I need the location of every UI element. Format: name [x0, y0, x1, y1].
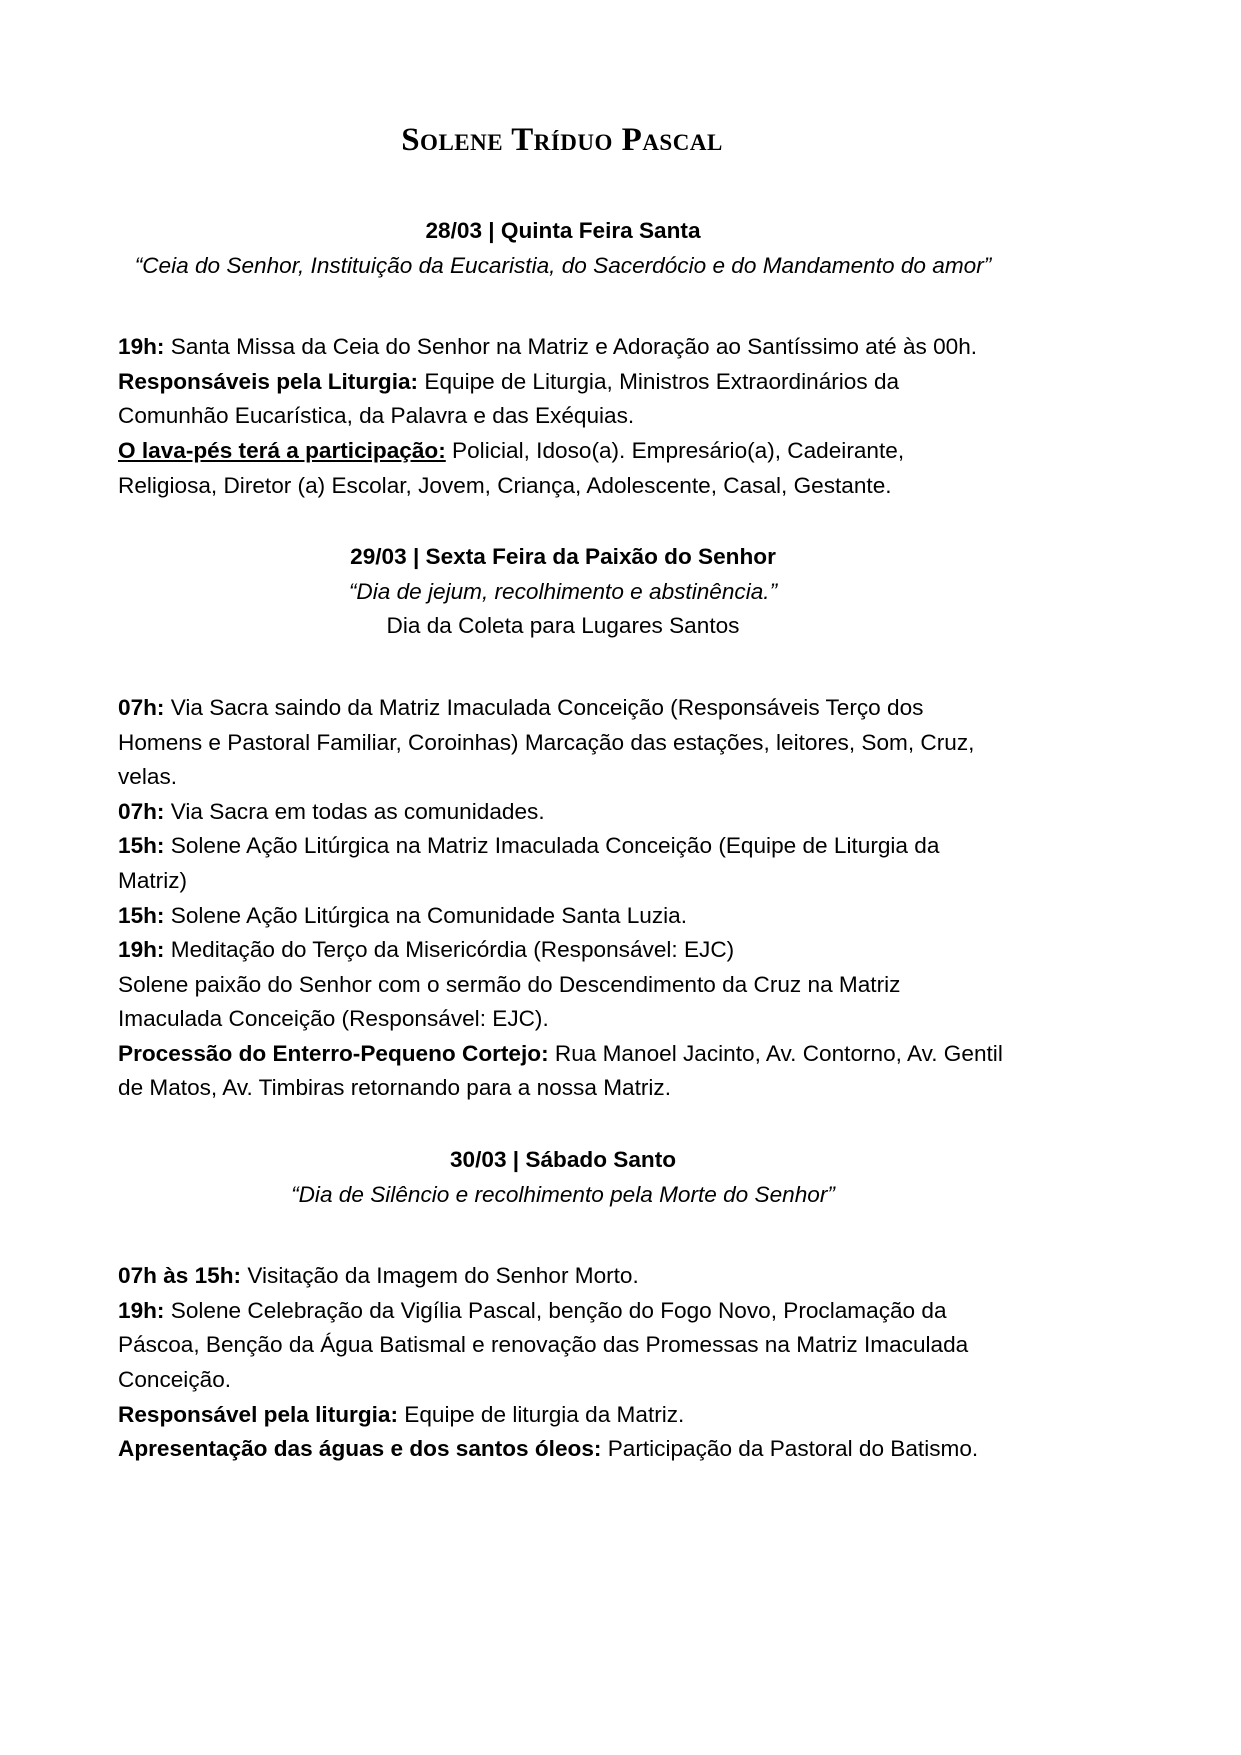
item-label: Responsável pela liturgia: [118, 1401, 398, 1427]
schedule-item [118, 434, 1008, 503]
item-label: 07h às 15h: [118, 1263, 242, 1289]
item-label: 19h: [118, 1297, 165, 1323]
day-heading: 29/03 | Sexta Feira da Paixão do Senhor [350, 544, 776, 570]
section-sexta-feira-paixao [118, 540, 1008, 1106]
day-heading: 28/03 | Quinta Feira Santa [425, 218, 701, 243]
item-label: 15h: [118, 902, 165, 928]
day-heading: 30/03 | Sábado Santo [449, 1147, 677, 1173]
section-sabado-santo [118, 1143, 1008, 1467]
item-text: Solene Ação Litúrgica na Comunidade Santa Luzia. [164, 902, 687, 928]
schedule-item [118, 1294, 1008, 1398]
item-text: Solene Ação Litúrgica na Matriz Imaculada Conceição (Equipe de Liturgia da Matriz) [118, 833, 940, 893]
item-label: Apresentação das águas e dos santos óleos: [118, 1436, 602, 1462]
item-label: Processão do Enterro-Pequeno Cortejo: [118, 1040, 549, 1066]
item-text: Solene Celebração da Vigília Pascal, benção do Fogo Novo, Proclamação da Páscoa, Benção da Água Batismal e renovação das Promessas na Matriz Imaculada Conceição. [118, 1297, 969, 1393]
item-text: Solene paixão do Senhor com o sermão do Descendimento da Cruz na Matriz Imaculada Conceição (Responsável: EJC). [118, 971, 901, 1032]
item-label: 15h: [118, 833, 165, 859]
day-quote: “Dia de Silêncio e recolhimento pela Morte do Senhor” [291, 1181, 835, 1207]
item-label: Responsáveis pela Liturgia: [118, 368, 419, 394]
item-text: Policial, Idoso(a). Empresário(a), Cadeirante, Religiosa, Diretor (a) Escolar, Jovem, Criança, Adolescente, Casal, Gestante. [118, 437, 905, 498]
schedule-item [118, 968, 1008, 1037]
item-text: Rua Manoel Jacinto, Av. Contorno, Av. Gentil de Matos, Av. Timbiras retornando para a nossa Matriz. [118, 1040, 1003, 1101]
day-subnote: Dia da Coleta para Lugares Santos [386, 613, 740, 639]
item-label: 19h: [118, 937, 165, 963]
schedule-item [118, 933, 1008, 968]
schedule-item [118, 1259, 1008, 1294]
item-text: Santa Missa da Ceia do Senhor na Matriz e Adoração ao Santíssimo até às 00h. [164, 334, 978, 360]
schedule-item [118, 795, 1008, 830]
schedule-item [118, 1398, 1008, 1433]
section-quinta-feira-santa [118, 214, 1008, 503]
item-text: Meditação do Terço da Misericórdia (Responsável: EJC) [164, 937, 735, 963]
document-body [118, 214, 1008, 1467]
schedule-item [118, 1432, 1008, 1467]
schedule-item [118, 365, 1008, 434]
item-text: Via Sacra saindo da Matriz Imaculada Conceição (Responsáveis Terço dos Homens e Pastoral Familiar, Coroinhas) Marcação das estações, leitores, Som, Cruz, velas. [118, 694, 975, 790]
day-quote: “Dia de jejum, recolhimento e abstinência.” [348, 578, 778, 604]
item-text: Equipe de Liturgia, Ministros Extraordinários da Comunhão Eucarística, da Palavra e das Exéquias. [118, 368, 900, 429]
item-label: 07h: [118, 694, 165, 720]
schedule-item [118, 899, 1008, 934]
item-label: 19h: [118, 334, 165, 360]
day-quote: “Ceia do Senhor, Instituição da Eucaristia, do Sacerdócio e do Mandamento do amor” [134, 252, 992, 278]
schedule-item [118, 330, 1008, 365]
document-title: Solene Tríduo Pascal [401, 122, 723, 158]
item-text: Visitação da Imagem do Senhor Morto. [241, 1263, 639, 1289]
item-text: Participação da Pastoral do Batismo. [601, 1436, 979, 1462]
schedule-item [118, 691, 1008, 795]
item-label: 07h: [118, 798, 165, 824]
schedule-item [118, 1037, 1008, 1106]
item-text: Equipe de liturgia da Matriz. [398, 1401, 685, 1427]
item-label-underlined: O lava-pés terá a participação: [118, 437, 446, 463]
schedule-item [118, 829, 1008, 898]
item-text: Via Sacra em todas as comunidades. [164, 798, 545, 824]
